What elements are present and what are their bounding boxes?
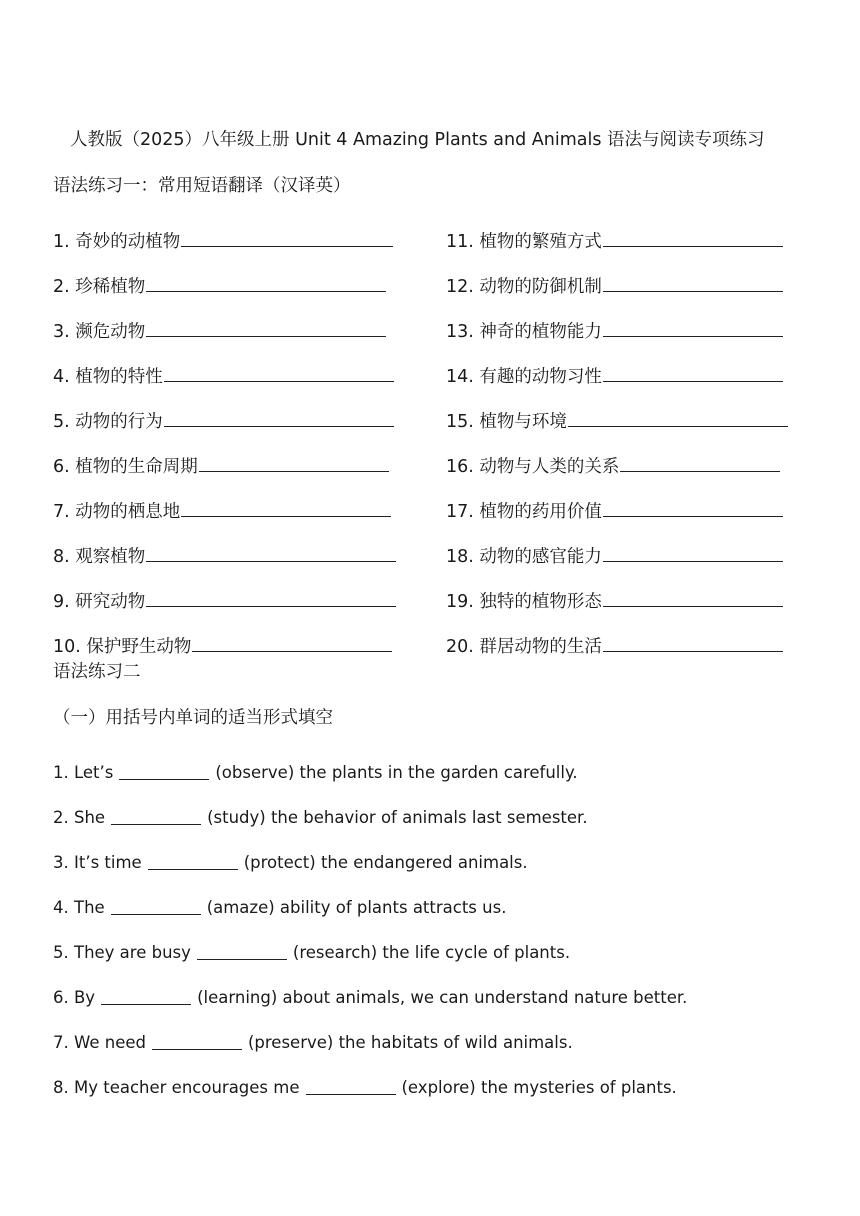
phrase-text: 2. 珍稀植物 [53,277,146,297]
phrase-item [446,543,806,568]
phrase-item [446,408,806,433]
answer-blank[interactable] [199,455,389,472]
answer-blank[interactable] [146,320,386,337]
answer-blank[interactable] [164,365,394,382]
answer-blank[interactable] [119,765,209,780]
answer-blank[interactable] [568,410,788,427]
phrase-item [53,588,446,613]
sentence-item [53,930,687,975]
sentence-item [53,1065,687,1110]
phrase-text: 20. 群居动物的生活 [446,637,602,657]
answer-blank[interactable] [603,275,783,292]
phrase-text: 10. 保护野生动物 [53,637,192,657]
answer-blank[interactable] [164,410,394,427]
phrase-item [446,498,806,523]
phrase-item [446,453,806,478]
sentence-before: 2. She [53,808,106,827]
answer-blank[interactable] [603,320,783,337]
answer-blank[interactable] [152,1035,242,1050]
phrase-text: 11. 植物的繁殖方式 [446,232,602,252]
phrase-text: 5. 动物的行为 [53,412,163,432]
answer-blank[interactable] [148,855,238,870]
phrase-translation-list [53,218,813,668]
phrase-row [53,398,813,443]
sentence-before: 8. My teacher encourages me [53,1078,300,1097]
phrase-item [446,228,806,253]
phrase-text: 4. 植物的特性 [53,367,163,387]
phrase-row [53,308,813,353]
sentence-item [53,885,687,930]
sentence-before: 3. It’s time [53,853,142,872]
sentence-before: 7. We need [53,1033,146,1052]
sentence-after: (explore) the mysteries of plants. [401,1078,677,1097]
sentence-after: (preserve) the habitats of wild animals. [247,1033,573,1052]
answer-blank[interactable] [306,1080,396,1095]
sentence-after: (research) the life cycle of plants. [292,943,571,962]
phrase-row [53,533,813,578]
sentence-before: 5. They are busy [53,943,191,962]
phrase-item [53,228,446,253]
phrase-row [53,578,813,623]
phrase-text: 1. 奇妙的动植物 [53,232,181,252]
phrase-row [53,488,813,533]
answer-blank[interactable] [603,500,783,517]
phrase-item [446,633,806,658]
answer-blank[interactable] [181,500,391,517]
section1-heading: 语法练习一：常用短语翻译（汉译英） [53,176,351,196]
sentence-after: (protect) the endangered animals. [243,853,528,872]
sentence-item [53,840,687,885]
answer-blank[interactable] [146,545,396,562]
phrase-text: 9. 研究动物 [53,592,146,612]
phrase-item [446,273,806,298]
sentence-after: (learning) about animals, we can understand nature better. [197,988,688,1007]
answer-blank[interactable] [101,990,191,1005]
phrase-item [53,273,446,298]
sentence-item [53,1020,687,1065]
phrase-row [53,623,813,668]
answer-blank[interactable] [603,590,783,607]
phrase-text: 16. 动物与人类的关系 [446,457,620,477]
sentence-item [53,975,687,1020]
phrase-text: 18. 动物的感官能力 [446,547,602,567]
phrase-text: 19. 独特的植物形态 [446,592,602,612]
phrase-text: 13. 神奇的植物能力 [446,322,602,342]
phrase-item [53,633,446,658]
phrase-row [53,443,813,488]
phrase-item [53,408,446,433]
sentence-after: (observe) the plants in the garden carefully. [215,763,578,782]
answer-blank[interactable] [181,230,393,247]
phrase-text: 15. 植物与环境 [446,412,567,432]
answer-blank[interactable] [603,365,783,382]
phrase-text: 17. 植物的药用价值 [446,502,602,522]
sentence-before: 4. The [53,898,105,917]
answer-blank[interactable] [620,455,780,472]
sentence-item [53,750,687,795]
answer-blank[interactable] [603,230,783,247]
phrase-item [53,318,446,343]
answer-blank[interactable] [192,635,392,652]
phrase-text: 7. 动物的栖息地 [53,502,181,522]
phrase-row [53,218,813,263]
answer-blank[interactable] [111,900,201,915]
section2-heading: 语法练习二 [53,662,141,682]
sentence-before: 1. Let’s [53,763,114,782]
phrase-row [53,263,813,308]
phrase-text: 14. 有趣的动物习性 [446,367,602,387]
sentence-item [53,795,687,840]
phrase-item [446,318,806,343]
phrase-item [446,588,806,613]
answer-blank[interactable] [603,635,783,652]
phrase-text: 12. 动物的防御机制 [446,277,602,297]
phrase-text: 3. 濒危动物 [53,322,146,342]
sentence-after: (study) the behavior of animals last semester. [207,808,588,827]
answer-blank[interactable] [111,810,201,825]
phrase-item [53,498,446,523]
section2-sub-heading: （一）用括号内单词的适当形式填空 [53,708,333,728]
worksheet-title: 人教版（2025）八年级上册 Unit 4 Amazing Plants and Animals 语法与阅读专项练习 [70,130,765,150]
phrase-row [53,353,813,398]
phrase-item [53,543,446,568]
sentence-after: (amaze) ability of plants attracts us. [206,898,507,917]
phrase-item [53,363,446,388]
phrase-text: 8. 观察植物 [53,547,146,567]
answer-blank[interactable] [146,275,386,292]
answer-blank[interactable] [146,590,396,607]
fill-in-sentence-list [53,750,687,1110]
phrase-item [446,363,806,388]
answer-blank[interactable] [603,545,783,562]
sentence-before: 6. By [53,988,96,1007]
answer-blank[interactable] [197,945,287,960]
phrase-text: 6. 植物的生命周期 [53,457,198,477]
phrase-item [53,453,446,478]
